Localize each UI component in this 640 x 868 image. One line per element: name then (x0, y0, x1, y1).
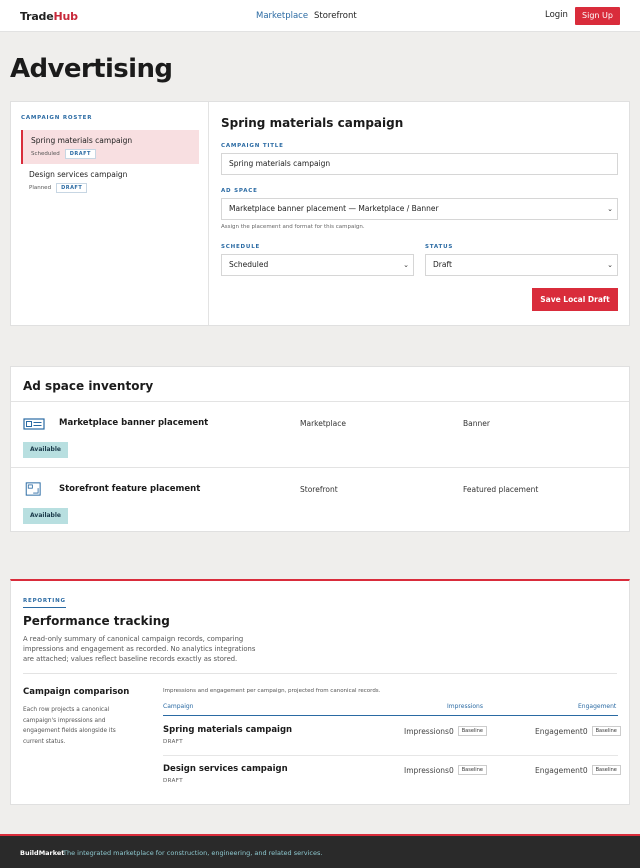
schedule-value: Scheduled (229, 260, 269, 269)
inventory-name: Storefront feature placement (59, 484, 201, 494)
table-caption: Impressions and engagement per campaign, projected from canonical records. (163, 688, 381, 694)
availability-badge: Available (23, 442, 68, 458)
save-local-draft-button[interactable]: Save Local Draft (532, 288, 618, 311)
roster-heading: CAMPAIGN ROSTER (21, 115, 93, 121)
baseline-tag: Baseline (458, 765, 487, 775)
footer-brand: BuildMarket (20, 849, 65, 857)
status-value: Draft (433, 260, 452, 269)
inventory-format: Banner (463, 419, 490, 428)
table-row (163, 717, 618, 755)
row-status: DRAFT (163, 739, 184, 745)
chevron-down-icon: ⌄ (607, 205, 613, 213)
row-campaign-name: Spring materials campaign (163, 725, 293, 735)
status-label: STATUS (425, 244, 454, 250)
impressions-value: Impressions0 (404, 765, 454, 775)
campaign-title-input[interactable]: Spring materials campaign (221, 153, 618, 175)
reporting-description: A read-only summary of canonical campaign records, comparing impressions and engagement as recorded. No analytics integrations are attached; values reflect baseline records exactly as stored. (23, 635, 256, 663)
page-title: Advertising (10, 54, 173, 84)
engagement-value: Engagement0 (535, 765, 588, 775)
comparison-description: Each row projects a canonical campaign's impressions and engagement fields alongside its current status. (23, 707, 116, 745)
ad-space-label: AD SPACE (221, 188, 258, 194)
impressions-value: Impressions0 (404, 726, 454, 736)
schedule-select[interactable] (221, 254, 414, 276)
status-badge: DRAFT (56, 183, 87, 193)
column-header-impressions: Impressions (447, 703, 483, 710)
login-link[interactable]: Login (545, 10, 568, 20)
baseline-tag: Baseline (592, 765, 621, 775)
campaign-roster (11, 102, 209, 325)
footer (0, 834, 640, 868)
schedule-label: SCHEDULE (221, 244, 261, 250)
roster-item-design[interactable] (21, 164, 199, 198)
table-header-rule (163, 715, 618, 716)
status-select[interactable] (425, 254, 618, 276)
reporting-kicker: REPORTING (23, 598, 66, 608)
inventory-title: Ad space inventory (23, 379, 154, 393)
inventory-location: Marketplace (300, 419, 346, 428)
logo-text: Trade (20, 10, 54, 23)
logo[interactable] (20, 10, 78, 23)
roster-item-schedule: Scheduled (31, 151, 60, 157)
baseline-tag: Baseline (458, 726, 487, 736)
column-header-engagement: Engagement (578, 703, 617, 710)
roster-item-title: Design services campaign (29, 170, 128, 179)
status-badge: DRAFT (65, 149, 96, 159)
signup-button[interactable]: Sign Up (575, 7, 620, 25)
table-row (163, 755, 618, 793)
inventory-format: Featured placement (463, 485, 539, 494)
campaign-title-label: CAMPAIGN TITLE (221, 143, 284, 149)
form-title: Spring materials campaign (221, 116, 404, 130)
inventory-name: Marketplace banner placement (59, 418, 209, 428)
ad-space-hint: Assign the placement and format for this campaign. (221, 224, 365, 230)
campaign-form (221, 102, 629, 325)
baseline-tag: Baseline (592, 726, 621, 736)
comparison-title: Campaign comparison (23, 687, 130, 697)
row-campaign-name: Design services campaign (163, 764, 288, 774)
ad-space-value: Marketplace banner placement — Marketplace / Banner (229, 204, 439, 213)
logo-accent: Hub (53, 10, 78, 23)
roster-item-schedule: Planned (29, 185, 52, 191)
feature-icon (25, 480, 43, 498)
chevron-down-icon: ⌄ (403, 261, 409, 269)
roster-item-title: Spring materials campaign (31, 136, 133, 145)
engagement-cell (535, 765, 621, 775)
reporting-title: Performance tracking (23, 614, 170, 628)
column-header-campaign: Campaign (163, 703, 194, 710)
footer-tagline: The integrated marketplace for construction, engineering, and related services. (63, 849, 323, 857)
engagement-cell (535, 726, 621, 736)
impressions-cell (404, 765, 487, 775)
inventory-row (11, 401, 629, 466)
top-nav (0, 0, 640, 32)
ad-space-inventory (10, 366, 630, 532)
nav-link-marketplace[interactable]: Marketplace (256, 11, 309, 21)
availability-badge: Available (23, 508, 68, 524)
banner-icon (23, 416, 45, 432)
chevron-down-icon: ⌄ (607, 261, 613, 269)
roster-item-spring[interactable] (21, 130, 199, 164)
inventory-location: Storefront (300, 485, 338, 494)
ad-space-select[interactable] (221, 198, 618, 220)
engagement-value: Engagement0 (535, 726, 588, 736)
impressions-cell (404, 726, 487, 736)
performance-tracking-card (10, 579, 630, 805)
divider (23, 673, 617, 674)
row-status: DRAFT (163, 778, 184, 784)
inventory-row (11, 467, 629, 532)
nav-link-storefront[interactable]: Storefront (314, 11, 357, 21)
campaign-editor-card (10, 101, 630, 326)
